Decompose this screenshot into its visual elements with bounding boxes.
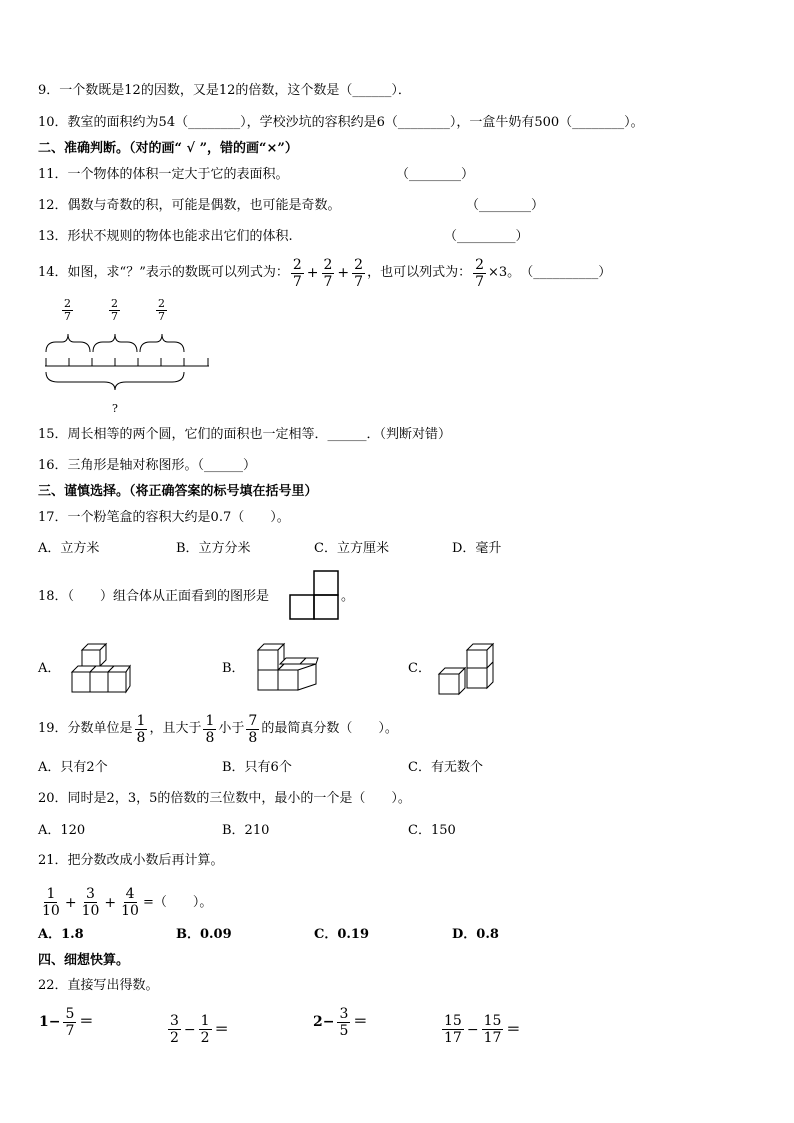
question-16: 16．三角形是轴对称图形。（______） <box>38 458 257 473</box>
section-3-heading: 三、谨慎选择。（将正确答案的标号填在括号里） <box>38 484 318 499</box>
q19-option-c: C．有无数个 <box>408 760 483 775</box>
q17-option-d: D．毫升 <box>452 541 502 556</box>
question-21-expression: $\frac{1}{10}$ + $\frac{3}{10}$ + $\frac{4}{10}$ =（ ）。 <box>42 886 213 919</box>
q22-expression-1: 1− $\frac{5}{7}$ ＝ <box>39 1005 94 1039</box>
q20-option-a: A．120 <box>38 823 86 838</box>
question-13: 13．形状不规则的物体也能求出它们的体积. <box>38 229 293 244</box>
question-20: 20．同时是2，3，5的倍数的三位数中，最小的一个是（ ）。 <box>38 791 411 806</box>
question-9: 9．一个数既是12的因数，又是12的倍数，这个数是（______）． <box>38 83 411 98</box>
fraction-two-sevenths: $\frac{2}{7}$ <box>475 256 485 290</box>
question-14-blank: （__________） <box>520 265 612 280</box>
q21-option-c: C．0.19 <box>314 927 370 942</box>
q17-option-a: A．立方米 <box>38 541 100 556</box>
question-14: 14．如图，求“？”表示的数既可以列式为： $\frac{2}{7}$ + $\frac{2}{7}$ + $\frac{2}{7}$ ，也可以列式为： $\frac{2}{7}$ ×3。 （__________） <box>38 256 612 290</box>
fraction-two-sevenths: $\frac{2}{7}$ <box>354 256 364 290</box>
question-11-blank: （________） <box>396 167 475 182</box>
fraction-line-diagram <box>40 330 215 410</box>
question-21: 21．把分数改成小数后再计算。 <box>38 853 224 868</box>
q18-option-b: B． <box>222 661 245 676</box>
diagram-label-1: $\frac{2}{7}$ <box>64 297 71 323</box>
question-14-prefix: 14．如图，求“？”表示的数既可以列式为： <box>38 265 289 280</box>
q19-option-a: A．只有2个 <box>38 760 108 775</box>
q20-option-b: B．210 <box>222 823 270 838</box>
fraction-one-eighth: $\frac{1}{8}$ <box>136 712 146 746</box>
q19-option-b: B．只有6个 <box>222 760 292 775</box>
q21-option-d: D．0.8 <box>452 927 499 942</box>
fraction-seven-eighths: $\frac{7}{8}$ <box>248 712 258 746</box>
q18-option-c: C． <box>408 661 431 676</box>
question-18: 18．（ ）组合体从正面看到的图形是 <box>38 589 270 604</box>
q18-option-a: A． <box>38 661 61 676</box>
q22-expression-2: $\frac{3}{2}$ − $\frac{1}{2}$ ＝ <box>170 1013 229 1046</box>
fraction-two-sevenths: $\frac{2}{7}$ <box>323 256 333 290</box>
question-12: 12．偶数与奇数的积，可能是偶数，也可能是奇数。 <box>38 198 341 213</box>
question-10: 10．教室的面积约为54（________），学校沙坑的容积约是6（________），一盒牛奶有500（________）。 <box>38 115 644 130</box>
q17-option-b: B．立方分米 <box>176 541 251 556</box>
fraction-one-eighth: $\frac{1}{8}$ <box>205 712 215 746</box>
question-17: 17．一个粉笔盒的容积大约是0.7（ ）。 <box>38 510 290 525</box>
q20-option-c: C．150 <box>408 823 456 838</box>
question-22: 22．直接写出得数。 <box>38 978 159 993</box>
question-14-middle: ，也可以列式为： <box>367 265 472 280</box>
diagram-label-2: $\frac{2}{7}$ <box>111 297 118 323</box>
cube-figure-c <box>437 642 501 698</box>
question-13-blank: （_________） <box>444 229 529 244</box>
diagram-label-3: $\frac{2}{7}$ <box>158 297 165 323</box>
diagram-question-mark: ? <box>112 402 118 415</box>
q17-option-c: C．立方厘米 <box>314 541 389 556</box>
section-4-heading: 四、细想快算。 <box>38 953 130 968</box>
q21-option-b: B．0.09 <box>176 927 232 942</box>
question-15: 15．周长相等的两个圆，它们的面积也一定相等．______．（判断对错） <box>38 427 452 442</box>
fraction-two-sevenths: $\frac{2}{7}$ <box>292 256 302 290</box>
question-11: 11．一个物体的体积一定大于它的表面积。 <box>38 167 289 182</box>
section-2-heading: 二、准确判断。（对的画“ √ ”，错的画“×”） <box>38 141 298 156</box>
question-19: 19．分数单位是 $\frac{1}{8}$ ，且大于 $\frac{1}{8}$ 小于 $\frac{7}{8}$ 的最简真分数（ ）。 <box>38 712 398 746</box>
q22-expression-4: $\frac{15}{17}$ − $\frac{15}{17}$ ＝ <box>444 1013 521 1046</box>
q21-option-a: A．1.8 <box>38 927 84 942</box>
cube-figure-a <box>70 640 132 696</box>
question-12-blank: （________） <box>466 198 545 213</box>
cube-figure-b <box>256 642 320 696</box>
q22-expression-3: 2− $\frac{3}{5}$ ＝ <box>313 1005 368 1039</box>
front-view-shape <box>289 570 339 622</box>
